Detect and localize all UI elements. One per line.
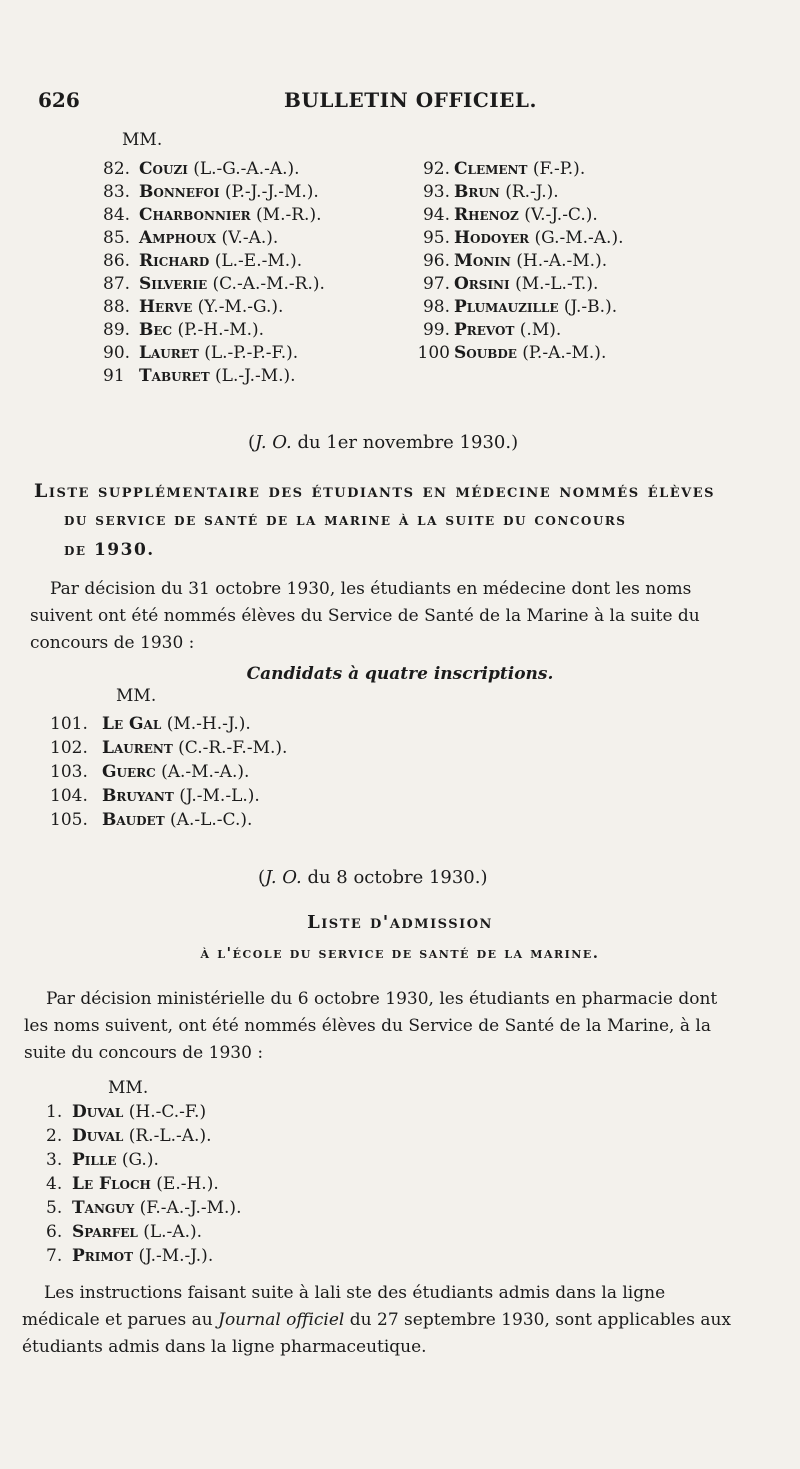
list1-left-column <box>103 158 325 388</box>
list-item: 85. Amphoux (V.-A.). <box>103 228 279 248</box>
subheading: Candidats à quatre inscriptions. <box>246 664 554 684</box>
list-item: 3. Pille (G.). <box>46 1150 159 1170</box>
list-item: 98. Plumauzille (J.-B.). <box>422 297 618 317</box>
list-item: 83. Bonnefoi (P.-J.-J.-M.). <box>103 182 319 202</box>
list-item: 103. Guerc (A.-M.-A.). <box>50 762 250 782</box>
list-item: 5. Tanguy (F.-A.-J.-M.). <box>46 1198 242 1218</box>
decision-paragraph: Par décision ministérielle du 6 octobre 1930, les étudiants en pharmacie dont les noms suivent, ont été nommés élèves du Service de Santé de la Marine, à la suite du concours de 1930 : <box>24 989 718 1063</box>
section-heading: Liste supplémentaire des étudiants en médecine nommés élèves <box>34 480 716 502</box>
section-heading: de 1930. <box>64 540 155 560</box>
decision-paragraph: Par décision du 31 octobre 1930, les étudiants en médecine dont les noms suivent ont été nommés élèves du Service de Santé de la Marine à la suite du concours de 1930 : <box>30 579 700 653</box>
mm-label: MM. <box>116 686 157 706</box>
section-heading: du service de santé de la marine à la suite du concours <box>64 510 627 530</box>
list-item: 91 Taburet (L.-J.-M.). <box>103 366 296 386</box>
mm-label: MM. <box>108 1078 149 1098</box>
admission-list <box>46 1100 241 1268</box>
list-item: 97. Orsini (M.-L.-T.). <box>422 274 599 294</box>
list-item: 90. Lauret (L.-P.-P.-F.). <box>103 343 299 363</box>
list-item: 99. Prevot (.M). <box>422 320 562 340</box>
closing-paragraph: Les instructions faisant suite à lali ste des étudiants admis dans la ligne médicale et parues au Journal officiel du 27 septembre 1930, sont applicables aux étudiants admis dans la ligne pharmaceutique. <box>22 1283 732 1357</box>
list-item: 86. Richard (L.-E.-M.). <box>103 251 303 271</box>
list-item: 102. Laurent (C.-R.-F.-M.). <box>50 738 288 758</box>
list-item: 100 Soubde (P.-A.-M.). <box>417 343 607 363</box>
page-number: 626 <box>38 88 80 112</box>
list-item: 1. Duval (H.-C.-F.) <box>46 1102 207 1122</box>
section-heading: Liste d'admission <box>307 912 493 933</box>
list-item: 101. Le Gal (M.-H.-J.). <box>50 714 251 734</box>
list-item: 2. Duval (R.-L.-A.). <box>46 1126 212 1146</box>
list-item: 7. Primot (J.-M.-J.). <box>46 1246 214 1266</box>
journal-officiel-title: Journal officiel <box>218 1310 345 1330</box>
list-item: 84. Charbonnier (M.-R.). <box>103 205 322 225</box>
list-item: 92. Clement (F.-P.). <box>422 159 586 179</box>
list-item: 4. Le Floch (E.-H.). <box>46 1174 219 1194</box>
list-item: 105. Baudet (A.-L.-C.). <box>50 810 253 830</box>
page-title: BULLETIN OFFICIEL. <box>284 88 537 112</box>
mm-label: MM. <box>122 130 163 150</box>
journal-officiel-reference: (J. O. du 1er novembre 1930.) <box>248 432 519 453</box>
list-item: 88. Herve (Y.-M.-G.). <box>103 297 284 317</box>
list-item: 95. Hodoyer (G.-M.-A.). <box>422 228 624 248</box>
section-heading: à l'école du service de santé de la marine. <box>200 944 600 962</box>
list-item: 104. Bruyant (J.-M.-L.). <box>50 786 260 806</box>
list1-right-column <box>398 158 624 365</box>
journal-officiel-reference: (J. O. du 8 octobre 1930.) <box>258 867 488 888</box>
list-item: 96. Monin (H.-A.-M.). <box>422 251 608 271</box>
list-item: 93. Brun (R.-J.). <box>422 182 559 202</box>
list-item: 6. Sparfel (L.-A.). <box>46 1222 203 1242</box>
list-item: 89. Bec (P.-H.-M.). <box>103 320 265 340</box>
candidates-list <box>50 712 287 832</box>
list-item: 94. Rhenoz (V.-J.-C.). <box>422 205 598 225</box>
list-item: 87. Silverie (C.-A.-M.-R.). <box>103 274 325 294</box>
list-item: 82. Couzi (L.-G.-A.-A.). <box>103 159 300 179</box>
